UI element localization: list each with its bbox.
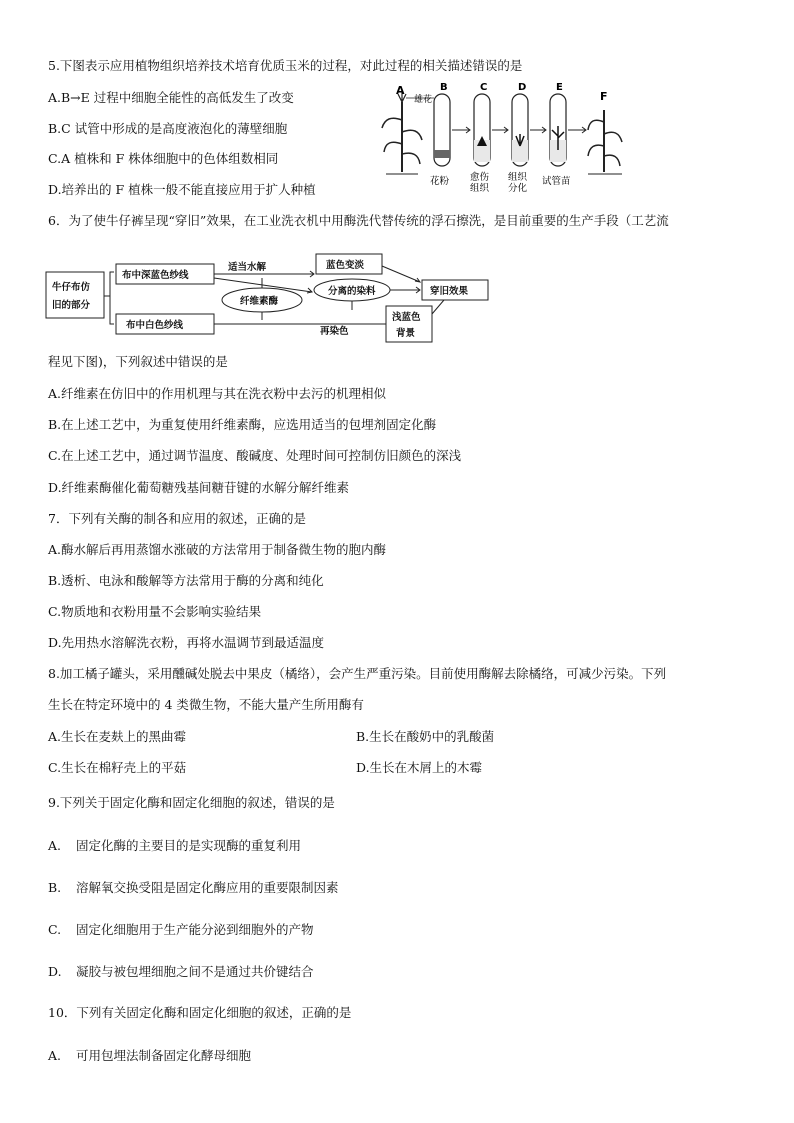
q8-option-a: A.生长在麦麸上的黑曲霉 xyxy=(48,729,187,744)
flow-source-1: 牛仔布仿 xyxy=(52,282,91,293)
flow-cellulase: 纤维素酶 xyxy=(240,296,279,307)
flow-deep-yarn: 布中深蓝色纱线 xyxy=(122,270,189,281)
flow-blue-fade: 蓝色变淡 xyxy=(326,260,365,271)
flow-white-yarn: 布中白色纱线 xyxy=(126,320,184,331)
q6-process-flowchart xyxy=(44,252,494,344)
q6-stem-line1: 6．为了使牛仔裤呈现“穿旧”效果，在工业洗衣机中用酶洗代替传统的浮石擦洗，是目前重要的生产手段（工艺流 xyxy=(48,213,669,228)
caption-differentiation-2: 分化 xyxy=(508,183,528,192)
q8-option-c: C.生长在棉籽壳上的平菇 xyxy=(48,760,187,775)
q6-stem-line2: 程见下图)，下列叙述中错误的是 xyxy=(48,354,228,369)
q10-option-a xyxy=(48,1048,251,1064)
q6-option-a: A.纤维素在仿旧中的作用机理与其在洗衣粉中去污的机理相似 xyxy=(48,386,387,401)
q9-option-c xyxy=(48,922,314,938)
q9-option-b xyxy=(48,880,339,896)
caption-differentiation: 组织 xyxy=(508,172,528,183)
q7-stem: 7．下列有关酶的制各和应用的叙述，正确的是 xyxy=(48,511,306,526)
q8-option-d: D.生长在木屑上的木霉 xyxy=(356,760,483,775)
q5-corn-culture-figure xyxy=(378,80,628,192)
flow-separated-dye: 分离的染料 xyxy=(328,286,376,297)
q10-option-a-label: A. xyxy=(48,1048,62,1063)
q9-option-c-text: 固定化细胞用于生产能分泌到细胞外的产物 xyxy=(76,922,314,937)
q7-option-d: D.先用热水溶解洗衣粉，再将水温调节到最适温度 xyxy=(48,635,325,650)
q9-option-a xyxy=(48,838,301,854)
q8-stem-line2: 生长在特定环境中的 4 类微生物，不能大量产生所用酶有 xyxy=(48,697,364,712)
q5-option-a: A.B→E 过程中细胞全能性的高低发生了改变 xyxy=(48,90,294,105)
figure-label-a: A xyxy=(396,84,405,97)
q9-option-b-label: B. xyxy=(48,880,62,895)
q9-option-c-label: C. xyxy=(48,922,62,937)
caption-plantlet: 试管苗 xyxy=(542,176,571,187)
flow-hydrolysis: 适当水解 xyxy=(228,262,267,273)
q6-option-d: D.纤维素酶催化葡萄糖残基间糖苷键的水解分解纤维素 xyxy=(48,480,350,495)
figure-label-f: F xyxy=(600,90,608,103)
q8-stem-line1: 8.加工橘子罐头，采用醺碱处脱去中果皮（橘络），会产生严重污染。目前使用酶解去除橘络，可减少污染。下列 xyxy=(48,666,667,681)
q9-option-b-text: 溶解氧交换受阻是固定化酶应用的重要限制因素 xyxy=(76,880,339,895)
q6-option-b: B.在上述工艺中，为重复使用纤维素酶，应选用适当的包埋剂固定化酶 xyxy=(48,417,437,432)
q9-option-d xyxy=(48,964,314,980)
plant-f-illustration xyxy=(588,110,622,174)
figure-label-b: B xyxy=(440,82,448,93)
q9-stem: 9.下列关于固定化酶和固定化细胞的叙述，错误的是 xyxy=(48,795,335,810)
q9-option-d-text: 凝胶与被包埋细胞之间不是通过共价键结合 xyxy=(76,964,314,979)
q5-option-d: D.培养出的 F 植株一般不能直接应用于扩人种植 xyxy=(48,182,316,197)
q7-option-a: A.酶水解后再用蒸馏水涨破的方法常用于制备微生物的胞内酶 xyxy=(48,542,387,557)
q9-option-a-text: 固定化酶的主要目的是实现酶的重复利用 xyxy=(76,838,302,853)
flow-redye: 再染色 xyxy=(320,326,349,337)
figure-label-d: D xyxy=(518,82,527,93)
q5-stem: 5.下图表示应用植物组织培养技术培育优质玉米的过程，对此过程的相关描述错误的是 xyxy=(48,58,523,73)
flow-result: 穿旧效果 xyxy=(430,286,469,297)
q10-option-a-text: 可用包埋法制备固定化酵母细胞 xyxy=(76,1048,252,1063)
flow-light-bg-1: 浅蓝色 xyxy=(392,312,421,323)
q7-option-c: C.物质地和衣粉用量不会影响实验结果 xyxy=(48,604,262,619)
caption-callus-2: 组织 xyxy=(470,183,490,192)
caption-pollen: 花粉 xyxy=(430,176,450,187)
caption-callus: 愈伤 xyxy=(470,172,490,183)
q8-option-b: B.生长在酸奶中的乳酸菌 xyxy=(356,729,495,744)
q9-option-d-label: D. xyxy=(48,964,62,979)
q9-option-a-label: A. xyxy=(48,838,62,853)
flow-source-2: 旧的部分 xyxy=(52,300,91,311)
figure-stamen-label: 雄花 xyxy=(414,95,433,105)
figure-label-e: E xyxy=(556,82,563,93)
figure-label-c: C xyxy=(480,82,488,93)
q10-stem: 10．下列有关固定化酶和固定化细胞的叙述，正确的是 xyxy=(48,1005,352,1020)
q5-option-b: B.C 试管中形成的是高度液泡化的薄壁细胞 xyxy=(48,121,288,136)
flow-light-bg-2: 背景 xyxy=(396,328,416,339)
q7-option-b: B.透析、电泳和酸解等方法常用于酶的分离和纯化 xyxy=(48,573,324,588)
q5-option-c: C.A 植株和 F 株体细胞中的色体组数相同 xyxy=(48,151,279,166)
q6-option-c: C.在上述工艺中，通过调节温度、酸碱度、处理时间可控制仿旧颜色的深浅 xyxy=(48,448,462,463)
